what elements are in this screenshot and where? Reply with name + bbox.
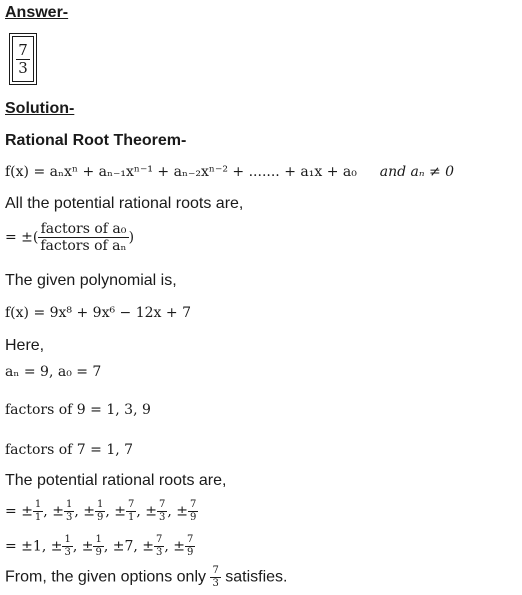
factors-of-7: factors of 7 = 1, 7	[5, 442, 134, 458]
theorem-heading: Rational Root Theorem-	[5, 132, 187, 149]
root-fraction	[185, 535, 195, 558]
root-fraction-numerator: 7	[158, 499, 166, 510]
given-polynomial-intro: The given polynomial is,	[5, 272, 177, 289]
root-fraction-denominator: 1	[127, 512, 135, 523]
solution-heading: Solution-	[5, 100, 75, 117]
potential-list-intro: The potential rational roots are,	[5, 472, 227, 489]
root-fraction-denominator: 3	[158, 512, 166, 523]
answer-numerator: 7	[18, 40, 28, 59]
root-fraction-numerator: 7	[127, 499, 135, 510]
root-fraction-denominator: 9	[96, 512, 104, 523]
coefficients: aₙ = 9, a₀ = 7	[5, 364, 102, 380]
root-fraction	[62, 535, 72, 558]
root-fraction	[33, 500, 43, 523]
root-fraction-denominator: 9	[187, 547, 194, 558]
root-fraction-denominator: 3	[156, 547, 163, 558]
potential-roots-list-1: = ± $\frac{1}{1}$ , ± $\frac{1}{3}$ , ± $\frac{1}{9}$ , ± $\frac{7}{1}$ , ± $\frac{7}{3}$ , ± $\frac{7}{9}$	[5, 499, 197, 523]
root-fraction-numerator: 1	[96, 499, 104, 510]
root-fraction-numerator: 1	[34, 499, 42, 510]
formula-lhs: f(x) =	[5, 164, 50, 180]
conclusion-after: satisfies.	[220, 568, 288, 586]
root-fraction-numerator: 7	[156, 534, 163, 545]
conclusion-numerator: 7	[212, 565, 219, 576]
answer-box	[9, 33, 37, 85]
root-fraction-numerator: 1	[65, 499, 73, 510]
answer-denominator: 3	[18, 58, 28, 77]
root-fraction-numerator: 7	[187, 534, 194, 545]
conclusion-before: From, the given options only	[5, 568, 211, 586]
root-fraction-denominator: 3	[65, 512, 73, 523]
here-label: Here,	[5, 337, 45, 354]
potential-roots-intro: All the potential rational roots are,	[5, 195, 244, 212]
factors-fraction	[38, 222, 128, 253]
general-formula	[5, 164, 454, 180]
factors-of-9: factors of 9 = 1, 3, 9	[5, 402, 151, 418]
root-fraction	[64, 500, 74, 523]
factors-denominator: factors of aₙ	[40, 238, 127, 254]
potential-roots-formula	[5, 222, 134, 253]
potential-roots-list-2: = ±1, ± $\frac{1}{3}$ , ± $\frac{1}{9}$ , ±7, ± $\frac{7}{3}$ , ± $\frac{7}{9}$	[5, 534, 194, 558]
root-fraction-denominator: 3	[64, 547, 71, 558]
root-fraction	[154, 535, 164, 558]
root-fraction	[126, 500, 136, 523]
root-fraction-numerator: 7	[190, 499, 197, 510]
root-fraction-denominator: 9	[190, 512, 197, 523]
formula-suffix: )	[128, 229, 135, 246]
formula-prefix: = ±(	[5, 229, 39, 246]
conclusion	[5, 566, 288, 589]
answer-heading: Answer-	[5, 4, 69, 21]
root-fraction	[95, 500, 105, 523]
factors-numerator: factors of a₀	[40, 221, 127, 237]
root-fraction-denominator: 1	[34, 512, 42, 523]
formula-condition: and aₙ ≠ 0	[379, 164, 455, 180]
given-polynomial: f(x) = 9x⁸ + 9x⁶ − 12x + 7	[5, 305, 191, 321]
root-fraction	[93, 535, 103, 558]
root-fraction-numerator: 1	[64, 534, 71, 545]
root-fraction	[188, 500, 198, 523]
conclusion-fraction	[210, 566, 220, 589]
formula-terms: aₙxⁿ + aₙ₋₁xⁿ⁻¹ + aₙ₋₂xⁿ⁻² + ....... + a₁x + a₀	[49, 164, 357, 180]
conclusion-denominator: 3	[212, 578, 219, 589]
root-fraction	[157, 500, 167, 523]
answer-fraction	[16, 40, 30, 77]
root-fraction-numerator: 1	[95, 534, 102, 545]
root-fraction-denominator: 9	[95, 547, 102, 558]
